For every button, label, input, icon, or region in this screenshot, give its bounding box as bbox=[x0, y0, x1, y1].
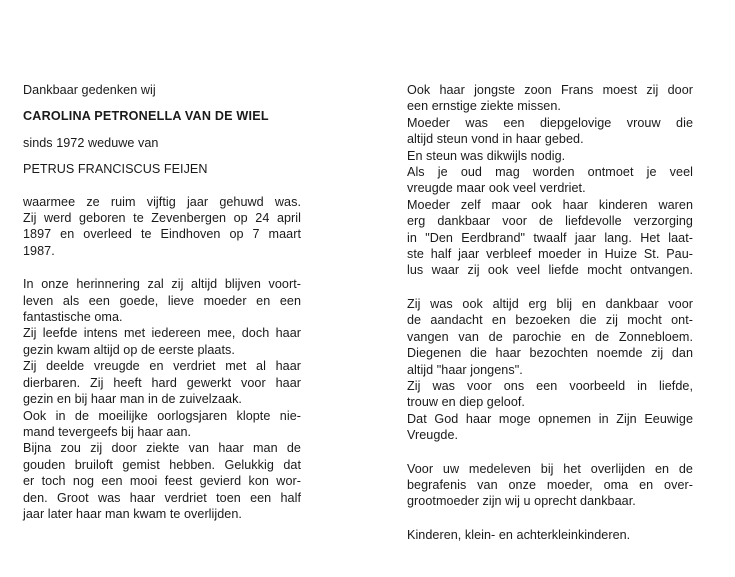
text-line: Dat God haar moge opnemen in Zijn Eeuwige bbox=[407, 411, 693, 426]
text-line: begrafenis van onze moeder, oma en over- bbox=[407, 477, 693, 492]
paragraph-thanks bbox=[407, 461, 693, 510]
text-line: altijd steun vond in haar gebed. bbox=[407, 132, 584, 147]
text-line: Voor uw medeleven bij het overlijden en de bbox=[407, 461, 693, 476]
text-line: een ernstige ziekte missen. bbox=[407, 99, 561, 114]
right-column bbox=[407, 82, 693, 543]
text-line: Ook haar jongste zoon Frans moest zij door bbox=[407, 83, 693, 97]
text-line: dierbaren. Zij heeft hard gewerkt voor haar bbox=[23, 375, 301, 390]
text-line: In onze herinnering zal zij altijd blijven voort- bbox=[23, 277, 301, 292]
text-line: 1987. bbox=[23, 243, 55, 258]
text-line: Zij was ook altijd erg blij en dankbaar voor bbox=[407, 296, 693, 311]
text-line: gezin en bij haar man in de zuivelzaak. bbox=[23, 392, 242, 407]
text-line: vreugde maar ook veel verdriet. bbox=[407, 181, 586, 196]
left-column bbox=[23, 82, 301, 522]
text-line: de aandacht en bezoeken die zij mocht ont- bbox=[407, 313, 693, 328]
text-line: grootmoeder zijn wij u oprecht dankbaar. bbox=[407, 494, 636, 509]
text-line: Diegenen die haar bezochten noemde zij dan bbox=[407, 346, 693, 361]
text-line: Vreugde. bbox=[407, 428, 459, 443]
intro-text: Dankbaar gedenken wij bbox=[23, 83, 156, 97]
text-line: erg dankbaar voor de liefdevolle verzorging bbox=[407, 214, 693, 229]
widow-of-text: sinds 1972 weduwe van bbox=[23, 135, 159, 150]
paragraph-gratitude bbox=[407, 296, 693, 444]
text-line: in "Den Eerdbrand" twaalf jaar lang. Het laat- bbox=[407, 230, 693, 245]
text-line: waarmee ze ruim vijftig jaar gehuwd was. bbox=[23, 194, 301, 209]
text-line: Bijna zou zij door ziekte van haar man de bbox=[23, 441, 301, 456]
text-line: En steun was dikwijls nodig. bbox=[407, 148, 566, 163]
text-line: gezin kwam altijd op de eerste plaats. bbox=[23, 342, 235, 357]
husband-name: PETRUS FRANCISCUS FEIJEN bbox=[23, 162, 208, 177]
text-line: gouden bruiloft gemist hebben. Gelukkig dat bbox=[23, 457, 301, 472]
text-line: er toch nog een mooi feest gevierd kon wor- bbox=[23, 474, 301, 489]
text-line: den. Groot was haar verdriet toen een half bbox=[23, 490, 301, 505]
closing-signature: Kinderen, klein- en achterkleinkinderen. bbox=[407, 527, 631, 542]
text-line: Als je oud mag worden ontmoet je veel bbox=[407, 165, 693, 180]
text-line: Zij leefde intens met iedereen mee, doch haar bbox=[23, 326, 301, 341]
text-line: Moeder zelf maar ook haar kinderen waren bbox=[407, 197, 693, 212]
text-line: Zij was voor ons een voorbeeld in liefde, bbox=[407, 378, 693, 393]
text-line: fantastische oma. bbox=[23, 310, 123, 325]
text-line: Moeder was een diepgelovige vrouw die bbox=[407, 115, 693, 130]
text-line: leven als een goede, lieve moeder en een bbox=[23, 293, 301, 308]
text-line: ste half jaar verbleef moeder in Huize St. Pau- bbox=[407, 247, 693, 262]
text-line: 1897 en overleed te Eindhoven op 7 maart bbox=[23, 227, 301, 242]
paragraph-memories bbox=[23, 276, 301, 522]
deceased-name: CAROLINA PETRONELLA VAN DE WIEL bbox=[23, 109, 269, 124]
text-line: trouw en diep geloof. bbox=[407, 395, 525, 410]
text-line: Ook in de moeilijke oorlogsjaren klopte nie- bbox=[23, 408, 301, 423]
paragraph-life-dates bbox=[23, 194, 301, 260]
text-line: Zij deelde vreugde en verdriet met al haar bbox=[23, 359, 301, 374]
text-line: jaar later haar man kwam te overlijden. bbox=[23, 506, 242, 521]
text-line: Zij werd geboren te Zevenbergen op 24 april bbox=[23, 211, 301, 226]
text-line: mand tevergeefs bij haar aan. bbox=[23, 424, 192, 439]
paragraph-faith bbox=[407, 82, 693, 279]
text-line: vangen van de parochie en de Zonnebloem. bbox=[407, 329, 693, 344]
text-line: altijd "haar jongens". bbox=[407, 362, 523, 377]
text-line: lus waar zij ook veel liefde mocht ontvangen. bbox=[407, 263, 693, 278]
